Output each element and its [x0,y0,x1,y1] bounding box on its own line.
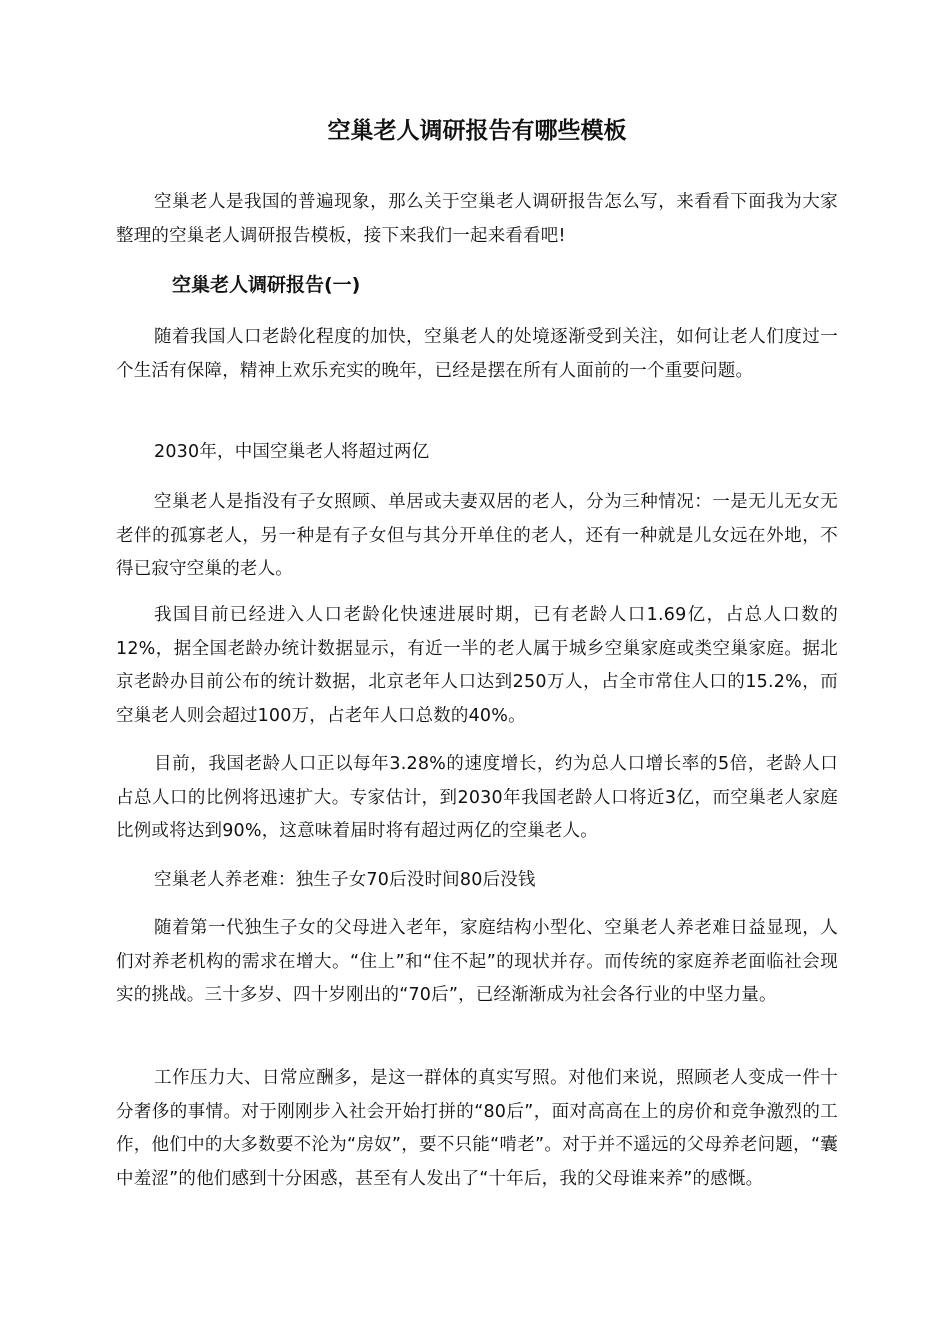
body-paragraph-1: 随着我国人口老龄化程度的加快，空巢老人的处境逐渐受到关注，如何让老人们度过一个生活有保障，精神上欢乐充实的晚年，已经是摆在所有人面前的一个重要问题。 [116,327,838,381]
body-paragraph-4: 我国目前已经进入人口老龄化快速进展时期，已有老龄人口1.69亿，占总人口数的12%，据全国老龄办统计数据显示，有近一半的老人属于城乡空巢家庭或类空巢家庭。据北京老龄办目前公布的统计数据，北京老年人口达到250万人，占全市常住人口的15.2%，而空巢老人则会超过100万，占老年人口总数的40%。 [116,605,838,726]
section-heading: 空巢老人调研报告(一) [172,274,361,296]
body-paragraph-5: 目前，我国老龄人口正以每年3.28%的速度增长，约为总人口增长率的5倍，老龄人口占总人口的比例将迅速扩大。专家估计，到2030年我国老龄人口将近3亿，而空巢老人家庭比例或将达到90%，这意味着届时将有超过两亿的空巢老人。 [116,754,838,841]
body-paragraph-6: 空巢老人养老难：独生子女70后没时间80后没钱 [154,870,536,890]
body-paragraph-8: 工作压力大、日常应酬多，是这一群体的真实写照。对他们来说，照顾老人变成一件十分奢侈的事情。对于刚刚步入社会开始打拼的“80后”，面对高高在上的房价和竞争激烈的工作，他们中的大多数要不沦为“房奴”，要不只能“啃老”。对于并不遥远的父母养老问题，“囊中羞涩”的他们感到十分困惑，甚至有人发出了“十年后，我的父母谁来养”的感慨。 [116,1068,838,1189]
document-title: 空巢老人调研报告有哪些模板 [327,118,627,144]
body-paragraph-7: 随着第一代独生子女的父母进入老年，家庭结构小型化、空巢老人养老难日益显现，人们对养老机构的需求在增大。“住上”和“住不起”的现状并存。而传统的家庭养老面临社会现实的挑战。三十多岁、四十岁刚出的“70后”，已经渐渐成为社会各行业的中坚力量。 [116,918,838,1005]
intro-paragraph: 空巢老人是我国的普遍现象，那么关于空巢老人调研报告怎么写，来看看下面我为大家整理的空巢老人调研报告模板，接下来我们一起来看看吧! [116,192,838,246]
body-paragraph-3: 空巢老人是指没有子女照顾、单居或夫妻双居的老人，分为三种情况：一是无儿无女无老伴的孤寡老人，另一种是有子女但与其分开单住的老人，还有一种就是儿女远在外地，不得已寂守空巢的老人。 [116,492,838,579]
body-paragraph-2: 2030年，中国空巢老人将超过两亿 [154,442,430,462]
